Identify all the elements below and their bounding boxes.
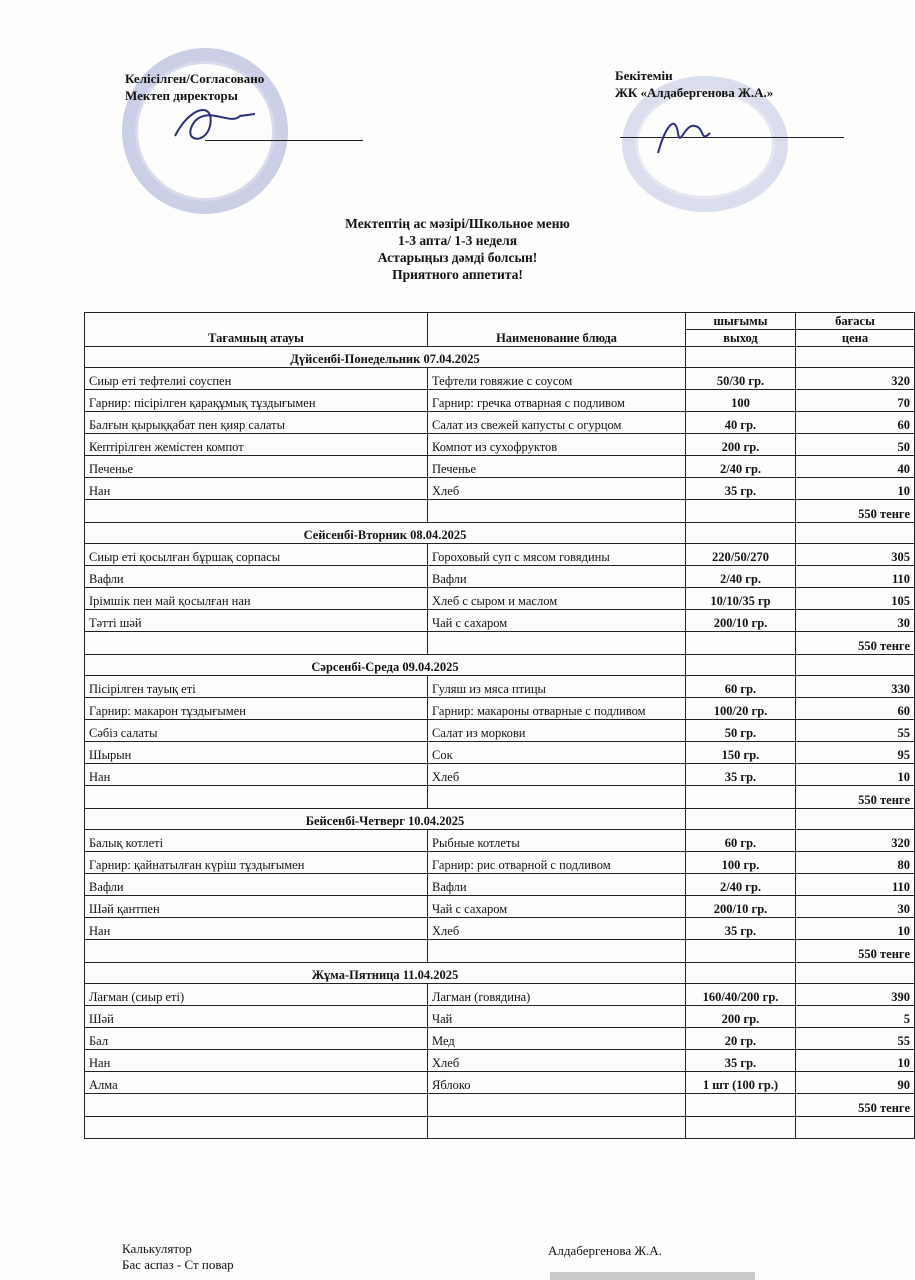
title-line-1: Мектептің ас мәзірі/Школьное меню bbox=[345, 216, 570, 231]
dish-output: 50 гр. bbox=[686, 720, 796, 742]
dish-name-ru: Гороховый суп с мясом говядины bbox=[428, 544, 686, 566]
day-empty-price bbox=[796, 523, 915, 544]
dish-name-ru: Вафли bbox=[428, 874, 686, 896]
total-empty-1 bbox=[85, 940, 428, 963]
dish-output: 50/30 гр. bbox=[686, 368, 796, 390]
dish-name-kz: Тәтті шәй bbox=[85, 610, 428, 632]
dish-price: 10 bbox=[796, 764, 915, 786]
day-empty-qty bbox=[686, 809, 796, 830]
dish-name-kz: Алма bbox=[85, 1072, 428, 1094]
dish-price: 70 bbox=[796, 390, 915, 412]
dish-price: 30 bbox=[796, 896, 915, 918]
day-heading: Сейсенбі-Вторник 08.04.2025 bbox=[85, 523, 686, 544]
dish-price: 55 bbox=[796, 1028, 915, 1050]
total-empty-3 bbox=[686, 940, 796, 963]
table-row bbox=[85, 720, 915, 742]
day-empty-price bbox=[796, 655, 915, 676]
table-row bbox=[85, 918, 915, 940]
table-row bbox=[85, 1006, 915, 1028]
table-row bbox=[85, 896, 915, 918]
dish-name-ru: Гуляш из мяса птицы bbox=[428, 676, 686, 698]
empty-cell bbox=[796, 1117, 915, 1139]
dish-output: 10/10/35 гр bbox=[686, 588, 796, 610]
dish-price: 320 bbox=[796, 368, 915, 390]
day-row bbox=[85, 655, 915, 676]
dish-price: 30 bbox=[796, 610, 915, 632]
dish-name-ru: Гарнир: гречка отварная с подливом bbox=[428, 390, 686, 412]
dish-name-ru: Хлеб bbox=[428, 478, 686, 500]
total-row bbox=[85, 632, 915, 655]
day-empty-qty bbox=[686, 655, 796, 676]
dish-output: 160/40/200 гр. bbox=[686, 984, 796, 1006]
dish-name-kz: Кептірілген жемістен компот bbox=[85, 434, 428, 456]
total-empty-3 bbox=[686, 632, 796, 655]
dish-output: 40 гр. bbox=[686, 412, 796, 434]
total-empty-2 bbox=[428, 786, 686, 809]
footer-name: Алдабергенова Ж.А. bbox=[548, 1243, 662, 1258]
footer-roles bbox=[122, 1241, 234, 1273]
table-row bbox=[85, 1072, 915, 1094]
dish-name-ru: Хлеб bbox=[428, 918, 686, 940]
dish-price: 10 bbox=[796, 1050, 915, 1072]
table-row bbox=[85, 874, 915, 896]
total-empty-2 bbox=[428, 1094, 686, 1117]
dish-output: 35 гр. bbox=[686, 1050, 796, 1072]
dish-name-kz: Вафли bbox=[85, 874, 428, 896]
table-row bbox=[85, 852, 915, 874]
day-empty-qty bbox=[686, 347, 796, 368]
table-row bbox=[85, 412, 915, 434]
dish-output: 20 гр. bbox=[686, 1028, 796, 1050]
dish-output: 100/20 гр. bbox=[686, 698, 796, 720]
dish-name-ru: Печенье bbox=[428, 456, 686, 478]
dish-output: 60 гр. bbox=[686, 676, 796, 698]
dish-name-kz: Ірімшік пен май қосылған нан bbox=[85, 588, 428, 610]
dish-name-ru: Компот из сухофруктов bbox=[428, 434, 686, 456]
dish-name-kz: Сиыр еті тефтелиі соуспен bbox=[85, 368, 428, 390]
total-empty-1 bbox=[85, 786, 428, 809]
approver-name: ЖК «Алдабергенова Ж.А.» bbox=[615, 85, 774, 100]
dish-price: 110 bbox=[796, 874, 915, 896]
header-output-kz: шығымы bbox=[686, 313, 796, 330]
dish-name-ru: Сок bbox=[428, 742, 686, 764]
day-heading: Дүйсенбі-Понедельник 07.04.2025 bbox=[85, 347, 686, 368]
dish-name-ru: Лагман (говядина) bbox=[428, 984, 686, 1006]
table-row bbox=[85, 1028, 915, 1050]
dish-name-ru: Хлеб с сыром и маслом bbox=[428, 588, 686, 610]
footer-scan-bar bbox=[550, 1272, 755, 1280]
title-line-4: Приятного аппетита! bbox=[392, 267, 523, 282]
director-label: Мектеп директоры bbox=[125, 88, 238, 103]
day-empty-qty bbox=[686, 963, 796, 984]
table-row bbox=[85, 764, 915, 786]
dish-name-ru: Салат из свежей капусты с огурцом bbox=[428, 412, 686, 434]
empty-cell bbox=[686, 1117, 796, 1139]
table-row bbox=[85, 676, 915, 698]
dish-name-kz: Гарнир: пісірілген қарақұмық тұздығымен bbox=[85, 390, 428, 412]
table-row bbox=[85, 984, 915, 1006]
menu-body bbox=[85, 347, 915, 1139]
day-empty-qty bbox=[686, 523, 796, 544]
day-total: 550 тенге bbox=[796, 1094, 915, 1117]
day-empty-price bbox=[796, 809, 915, 830]
footer-role-chef: Бас аспаз - Ст повар bbox=[122, 1257, 234, 1272]
total-empty-1 bbox=[85, 1094, 428, 1117]
table-row bbox=[85, 610, 915, 632]
dish-price: 80 bbox=[796, 852, 915, 874]
header-output-ru: выход bbox=[686, 330, 796, 347]
dish-name-ru: Чай с сахаром bbox=[428, 610, 686, 632]
dish-output: 200/10 гр. bbox=[686, 896, 796, 918]
table-row bbox=[85, 390, 915, 412]
dish-name-kz: Нан bbox=[85, 1050, 428, 1072]
dish-price: 110 bbox=[796, 566, 915, 588]
header-price-kz: бағасы bbox=[796, 313, 915, 330]
table-row bbox=[85, 698, 915, 720]
dish-name-ru: Мед bbox=[428, 1028, 686, 1050]
dish-name-ru: Салат из моркови bbox=[428, 720, 686, 742]
day-heading: Сәрсенбі-Среда 09.04.2025 bbox=[85, 655, 686, 676]
dish-price: 390 bbox=[796, 984, 915, 1006]
total-empty-2 bbox=[428, 500, 686, 523]
dish-name-kz: Нан bbox=[85, 918, 428, 940]
dish-name-kz: Гарнир: қайнатылған күріш тұздығымен bbox=[85, 852, 428, 874]
dish-price: 305 bbox=[796, 544, 915, 566]
dish-name-kz: Шырын bbox=[85, 742, 428, 764]
dish-output: 200/10 гр. bbox=[686, 610, 796, 632]
dish-price: 10 bbox=[796, 918, 915, 940]
dish-name-kz: Вафли bbox=[85, 566, 428, 588]
agreed-label: Келісілген/Согласовано bbox=[125, 71, 265, 86]
total-empty-2 bbox=[428, 632, 686, 655]
day-total: 550 тенге bbox=[796, 500, 915, 523]
dish-name-kz: Нан bbox=[85, 764, 428, 786]
dish-name-kz: Печенье bbox=[85, 456, 428, 478]
dish-name-ru: Гарнир: макароны отварные с подливом bbox=[428, 698, 686, 720]
table-row bbox=[85, 544, 915, 566]
dish-name-kz: Шәй bbox=[85, 1006, 428, 1028]
dish-name-kz: Пісірілген тауық еті bbox=[85, 676, 428, 698]
dish-name-ru: Чай bbox=[428, 1006, 686, 1028]
total-empty-3 bbox=[686, 1094, 796, 1117]
day-total: 550 тенге bbox=[796, 940, 915, 963]
day-row bbox=[85, 963, 915, 984]
dish-name-ru: Тефтели говяжие с соусом bbox=[428, 368, 686, 390]
dish-output: 35 гр. bbox=[686, 918, 796, 940]
total-empty-2 bbox=[428, 940, 686, 963]
dish-name-kz: Бал bbox=[85, 1028, 428, 1050]
header-kz-name: Тағамның атауы bbox=[85, 313, 428, 347]
dish-output: 35 гр. bbox=[686, 478, 796, 500]
dish-price: 330 bbox=[796, 676, 915, 698]
table-row bbox=[85, 566, 915, 588]
dish-price: 5 bbox=[796, 1006, 915, 1028]
dish-name-kz: Балғын қырыққабат пен қияр салаты bbox=[85, 412, 428, 434]
table-row bbox=[85, 368, 915, 390]
dish-output: 35 гр. bbox=[686, 764, 796, 786]
dish-name-ru: Яблоко bbox=[428, 1072, 686, 1094]
table-row bbox=[85, 434, 915, 456]
dish-output: 60 гр. bbox=[686, 830, 796, 852]
dish-price: 40 bbox=[796, 456, 915, 478]
empty-cell bbox=[85, 1117, 428, 1139]
total-empty-3 bbox=[686, 500, 796, 523]
dish-name-kz: Нан bbox=[85, 478, 428, 500]
approved-label: Бекітемін bbox=[615, 68, 673, 83]
dish-price: 90 bbox=[796, 1072, 915, 1094]
dish-price: 10 bbox=[796, 478, 915, 500]
dish-price: 105 bbox=[796, 588, 915, 610]
dish-name-kz: Сиыр еті қосылған бұршақ сорпасы bbox=[85, 544, 428, 566]
day-row bbox=[85, 809, 915, 830]
title-line-2: 1-3 апта/ 1-3 неделя bbox=[397, 233, 518, 248]
signature-right bbox=[650, 108, 720, 163]
dish-name-kz: Гарнир: макарон тұздығымен bbox=[85, 698, 428, 720]
dish-price: 50 bbox=[796, 434, 915, 456]
total-row bbox=[85, 940, 915, 963]
dish-output: 100 гр. bbox=[686, 852, 796, 874]
dish-name-kz: Шәй қантпен bbox=[85, 896, 428, 918]
dish-name-kz: Балық котлеті bbox=[85, 830, 428, 852]
header-price-ru: цена bbox=[796, 330, 915, 347]
empty-cell bbox=[428, 1117, 686, 1139]
menu-title bbox=[0, 215, 915, 283]
day-total: 550 тенге bbox=[796, 786, 915, 809]
dish-name-kz: Лағман (сиыр еті) bbox=[85, 984, 428, 1006]
dish-name-ru: Хлеб bbox=[428, 764, 686, 786]
dish-price: 60 bbox=[796, 412, 915, 434]
dish-output: 100 bbox=[686, 390, 796, 412]
total-row bbox=[85, 500, 915, 523]
day-total: 550 тенге bbox=[796, 632, 915, 655]
day-empty-price bbox=[796, 963, 915, 984]
total-row bbox=[85, 1094, 915, 1117]
dish-output: 2/40 гр. bbox=[686, 566, 796, 588]
title-line-3: Астарыңыз дәмді болсын! bbox=[377, 250, 538, 265]
dish-name-ru: Гарнир: рис отварной с подливом bbox=[428, 852, 686, 874]
day-heading: Бейсенбі-Четверг 10.04.2025 bbox=[85, 809, 686, 830]
dish-name-ru: Рыбные котлеты bbox=[428, 830, 686, 852]
dish-price: 95 bbox=[796, 742, 915, 764]
table-row bbox=[85, 588, 915, 610]
dish-output: 2/40 гр. bbox=[686, 874, 796, 896]
total-empty-3 bbox=[686, 786, 796, 809]
dish-name-ru: Чай с сахаром bbox=[428, 896, 686, 918]
day-row bbox=[85, 347, 915, 368]
dish-name-kz: Сәбіз салаты bbox=[85, 720, 428, 742]
table-row bbox=[85, 456, 915, 478]
dish-price: 320 bbox=[796, 830, 915, 852]
total-empty-1 bbox=[85, 632, 428, 655]
dish-name-ru: Вафли bbox=[428, 566, 686, 588]
dish-output: 150 гр. bbox=[686, 742, 796, 764]
signature-left bbox=[160, 96, 270, 156]
total-empty-1 bbox=[85, 500, 428, 523]
dish-name-ru: Хлеб bbox=[428, 1050, 686, 1072]
menu-table bbox=[84, 312, 915, 1139]
total-row bbox=[85, 786, 915, 809]
dish-price: 55 bbox=[796, 720, 915, 742]
dish-output: 2/40 гр. bbox=[686, 456, 796, 478]
header-ru-name: Наименование блюда bbox=[428, 313, 686, 347]
dish-price: 60 bbox=[796, 698, 915, 720]
approved-block bbox=[615, 67, 773, 101]
dish-output: 200 гр. bbox=[686, 434, 796, 456]
day-heading: Жұма-Пятница 11.04.2025 bbox=[85, 963, 686, 984]
day-row bbox=[85, 523, 915, 544]
dish-output: 220/50/270 bbox=[686, 544, 796, 566]
footer-role-calculator: Калькулятор bbox=[122, 1241, 192, 1256]
table-row bbox=[85, 1050, 915, 1072]
table-row bbox=[85, 830, 915, 852]
dish-output: 200 гр. bbox=[686, 1006, 796, 1028]
table-row bbox=[85, 478, 915, 500]
dish-output: 1 шт (100 гр.) bbox=[686, 1072, 796, 1094]
day-empty-price bbox=[796, 347, 915, 368]
empty-row bbox=[85, 1117, 915, 1139]
table-row bbox=[85, 742, 915, 764]
